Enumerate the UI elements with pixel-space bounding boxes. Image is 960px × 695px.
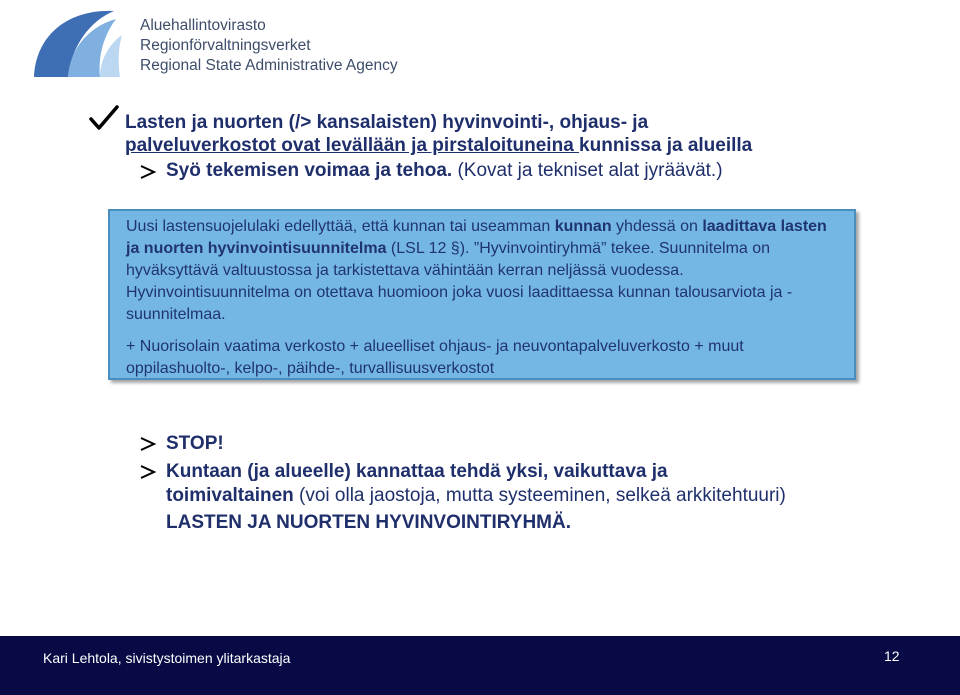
recommendation-line2 xyxy=(166,484,886,508)
arrow-bullet-icon xyxy=(139,464,157,480)
sub-point xyxy=(166,159,723,182)
page-number: 12 xyxy=(884,648,900,664)
agency-name-sv: Regionförvaltningsverket xyxy=(140,37,311,54)
agency-logo-mark-icon xyxy=(28,5,128,80)
main-point-underlined: palveluverkostot ovat levällään ja pirstaloituneina xyxy=(125,135,580,156)
info-box xyxy=(108,209,856,380)
info-paragraph-2: + Nuorisolain vaatima verkosto + alueelliset ohjaus- ja neuvontapalveluverkosto + muut oppilashuolto-, kelpo-, päihde-, turvallisuusverkostot xyxy=(126,338,744,377)
recommendation-normal: (voi olla jaostoja, mutta systeeminen, selkeä arkkitehtuuri) xyxy=(293,485,786,506)
recommendation-bold1: Kuntaan (ja alueelle) kannattaa tehdä yksi, vaikuttava ja xyxy=(166,461,668,482)
recommendation-line1 xyxy=(166,460,886,484)
info-text-b: kunnan xyxy=(554,218,612,235)
recommendation-bold2: toimivaltainen xyxy=(166,485,294,506)
info-text-d: laadittava lasten ja nuorten hyvinvointisuunnitelma xyxy=(126,218,827,257)
info-paragraph-1 xyxy=(126,216,844,326)
footer-bar xyxy=(0,636,960,695)
stop-heading: STOP! xyxy=(166,433,224,454)
footer-author: Kari Lehtola, sivistystoimen ylitarkastaja xyxy=(43,650,291,666)
info-text-e: (LSL 12 §). ”Hyvinvointiryhmä” tekee. Suunnitelma on hyväksyttävä valtuustossa ja tarkistettava vähintään kerran neljässä vuodessa. Hyvinvointisuunnitelma on otettava huomioon joka vuosi laadittaessa kunnan talousarviota ja -suunnitelmaa. xyxy=(126,240,793,323)
arrow-bullet-icon xyxy=(139,164,157,180)
agency-name xyxy=(140,16,398,76)
recommendation xyxy=(166,460,886,508)
agency-logo xyxy=(20,5,400,80)
agency-name-fi: Aluehallintovirasto xyxy=(140,17,266,34)
main-point-line2 xyxy=(125,134,752,157)
agency-name-en: Regional State Administrative Agency xyxy=(140,57,398,74)
arrow-bullet-icon xyxy=(139,436,157,452)
main-point-rest: kunnissa ja alueilla xyxy=(579,135,753,156)
checkmark-icon xyxy=(88,104,120,134)
info-text-a: Uusi lastensuojelulaki edellyttää, että kunnan tai useamman xyxy=(126,218,555,235)
main-point-line1: Lasten ja nuorten (/> kansalaisten) hyvinvointi-, ohjaus- ja xyxy=(125,112,649,133)
sub-point-bold: Syö tekemisen voimaa ja tehoa. xyxy=(166,160,453,181)
info-text-c: yhdessä on xyxy=(611,218,703,235)
main-point xyxy=(125,111,752,157)
group-name: LASTEN JA NUORTEN HYVINVOINTIRYHMÄ. xyxy=(166,512,572,533)
sub-point-normal: (Kovat ja tekniset alat jyräävät.) xyxy=(452,160,723,181)
